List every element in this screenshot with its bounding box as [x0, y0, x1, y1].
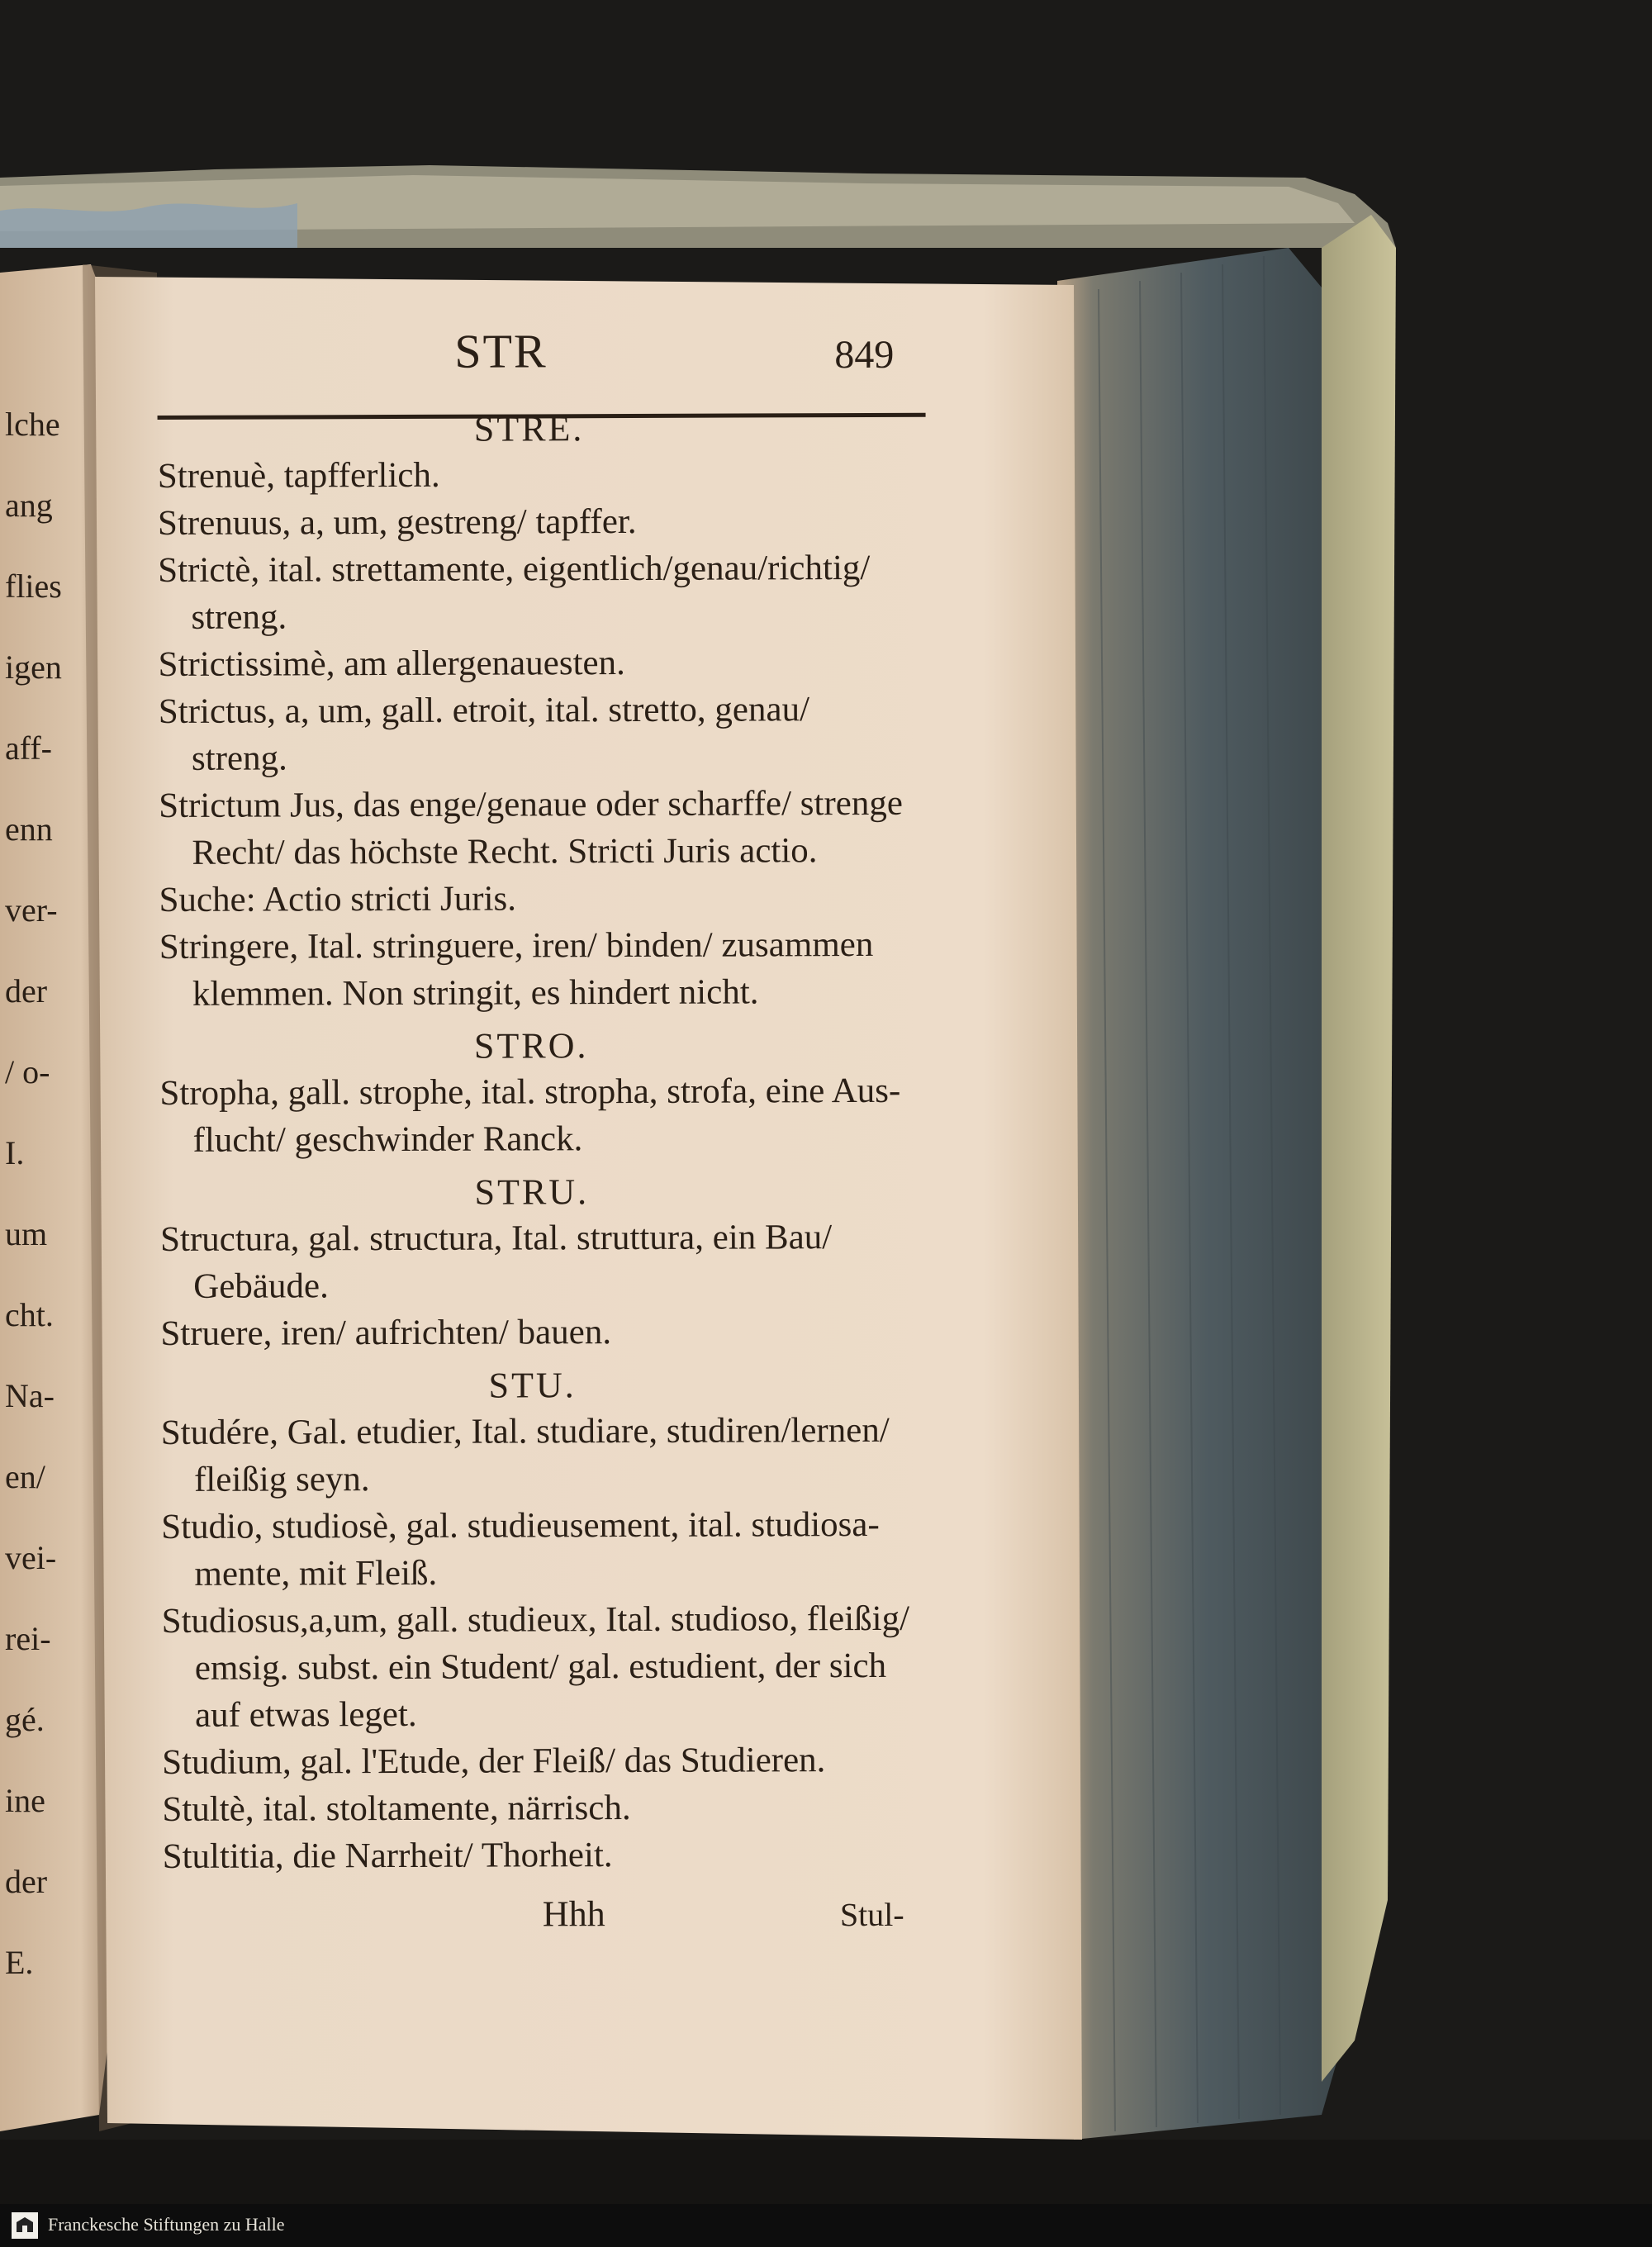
book-page: [157, 282, 1072, 2127]
left-page-fragment: en/: [5, 1458, 45, 1495]
entry-line: Strictissimè, am allergenauesten.: [158, 644, 625, 684]
left-page-fragment: ver-: [5, 891, 58, 929]
left-page-fragment: aff-: [5, 729, 52, 767]
left-page-fragment: rei-: [5, 1620, 51, 1657]
left-page-fragment: Na-: [5, 1377, 55, 1414]
left-page-fragment: ine: [5, 1782, 45, 1819]
left-page-fragment: / o-: [5, 1053, 50, 1090]
left-page-fragment: I.: [5, 1134, 25, 1171]
left-page-fragment: vei-: [5, 1539, 57, 1576]
entry-line: Stropha, gall. strophe, ital. stropha, strofa, eine Aus-: [159, 1071, 901, 1113]
entry-continuation: fleißig seyn.: [193, 1460, 370, 1499]
entry-line: Studio, studiosè, gal. studieusement, ital. studiosa-: [161, 1504, 880, 1546]
entry-continuation: streng.: [191, 597, 287, 637]
running-head: STR: [454, 324, 548, 378]
entry-line: Studiosus,a,um, gall. studieux, Ital. studioso, fleißig/: [161, 1599, 910, 1641]
entry-continuation: Recht/ das höchste Recht. Stricti Juris actio.: [192, 831, 818, 872]
left-page-fragment: der: [5, 972, 48, 1009]
left-page-fragment: lche: [5, 406, 60, 443]
institution-logo-icon: [10, 2211, 40, 2240]
entry-line: Strenuus, a, um, gestreng/ tapffer.: [157, 501, 637, 543]
entry-line: Struere, iren/ aufrichten/ bauen.: [160, 1313, 612, 1353]
left-page-fragments: [0, 0, 116, 2247]
section-heading: STU.: [488, 1365, 577, 1406]
left-page-fragment: der: [5, 1863, 48, 1900]
entry-line: Structura, gal. structura, Ital. struttura, ein Bau/: [159, 1218, 833, 1259]
entry-line: Strictè, ital. strettamente, eigentlich/genau/richtig/: [158, 548, 871, 590]
lower-background: [0, 2140, 1652, 2206]
entry-continuation: klemmen. Non stringit, es hindert nicht.: [192, 972, 759, 1014]
left-page-fragment: igen: [5, 648, 62, 686]
section-heading: STRE.: [473, 408, 585, 449]
entry-continuation: mente, mit Fleiß.: [194, 1553, 438, 1594]
entry-line: Suche: Actio stricti Juris.: [159, 879, 517, 919]
page-header: [157, 322, 917, 399]
catchword: Stul-: [839, 1895, 904, 1934]
entry-line: Stultè, ital. stoltamente, närrisch.: [162, 1789, 631, 1829]
left-page-fragment: um: [5, 1215, 48, 1252]
left-page-fragment: cht.: [5, 1296, 54, 1333]
left-page-fragment: ang: [5, 487, 53, 524]
entry-continuation: Gebäude.: [193, 1266, 329, 1306]
entry-continuation: flucht/ geschwinder Ranck.: [192, 1119, 583, 1160]
entry-continuation: auf etwas leget.: [194, 1694, 417, 1735]
entry-line: Studium, gal. l'Etude, der Fleiß/ das Studieren.: [162, 1741, 826, 1782]
left-page-fragment: enn: [5, 810, 53, 848]
entry-line: Strictum Jus, das enge/genaue oder scharffe/ strenge: [159, 783, 903, 825]
page-number: 849: [834, 332, 895, 378]
entry-line: Stringere, Ital. stringuere, iren/ binden/ zusammen: [159, 924, 874, 967]
entry-line: Stultitia, die Narrheit/ Thorheit.: [162, 1836, 613, 1876]
signature-mark: Hhh: [542, 1893, 605, 1935]
section-heading: STRU.: [474, 1171, 590, 1213]
back-cover: [1322, 215, 1396, 2082]
left-page-fragment: flies: [5, 568, 62, 605]
left-page-fragment: E.: [5, 1944, 34, 1981]
credit-bar: [0, 2204, 1652, 2247]
entry-continuation: emsig. subst. ein Student/ gal. estudient, der sich: [194, 1646, 887, 1688]
credit-text: Franckesche Stiftungen zu Halle: [48, 2214, 285, 2235]
entry-line: Studére, Gal. etudier, Ital. studiare, studiren/lernen/: [160, 1410, 890, 1452]
entry-line: Strenuè, tapfferlich.: [157, 455, 440, 496]
entry-continuation: streng.: [191, 739, 287, 778]
page-footer: [163, 1891, 1071, 1952]
page-block-edge: [1057, 248, 1355, 2140]
entry-line: Strictus, a, um, gall. etroit, ital. stretto, genau/: [158, 690, 810, 731]
left-page-fragment: gé.: [5, 1701, 45, 1738]
section-heading: STRO.: [473, 1025, 589, 1066]
